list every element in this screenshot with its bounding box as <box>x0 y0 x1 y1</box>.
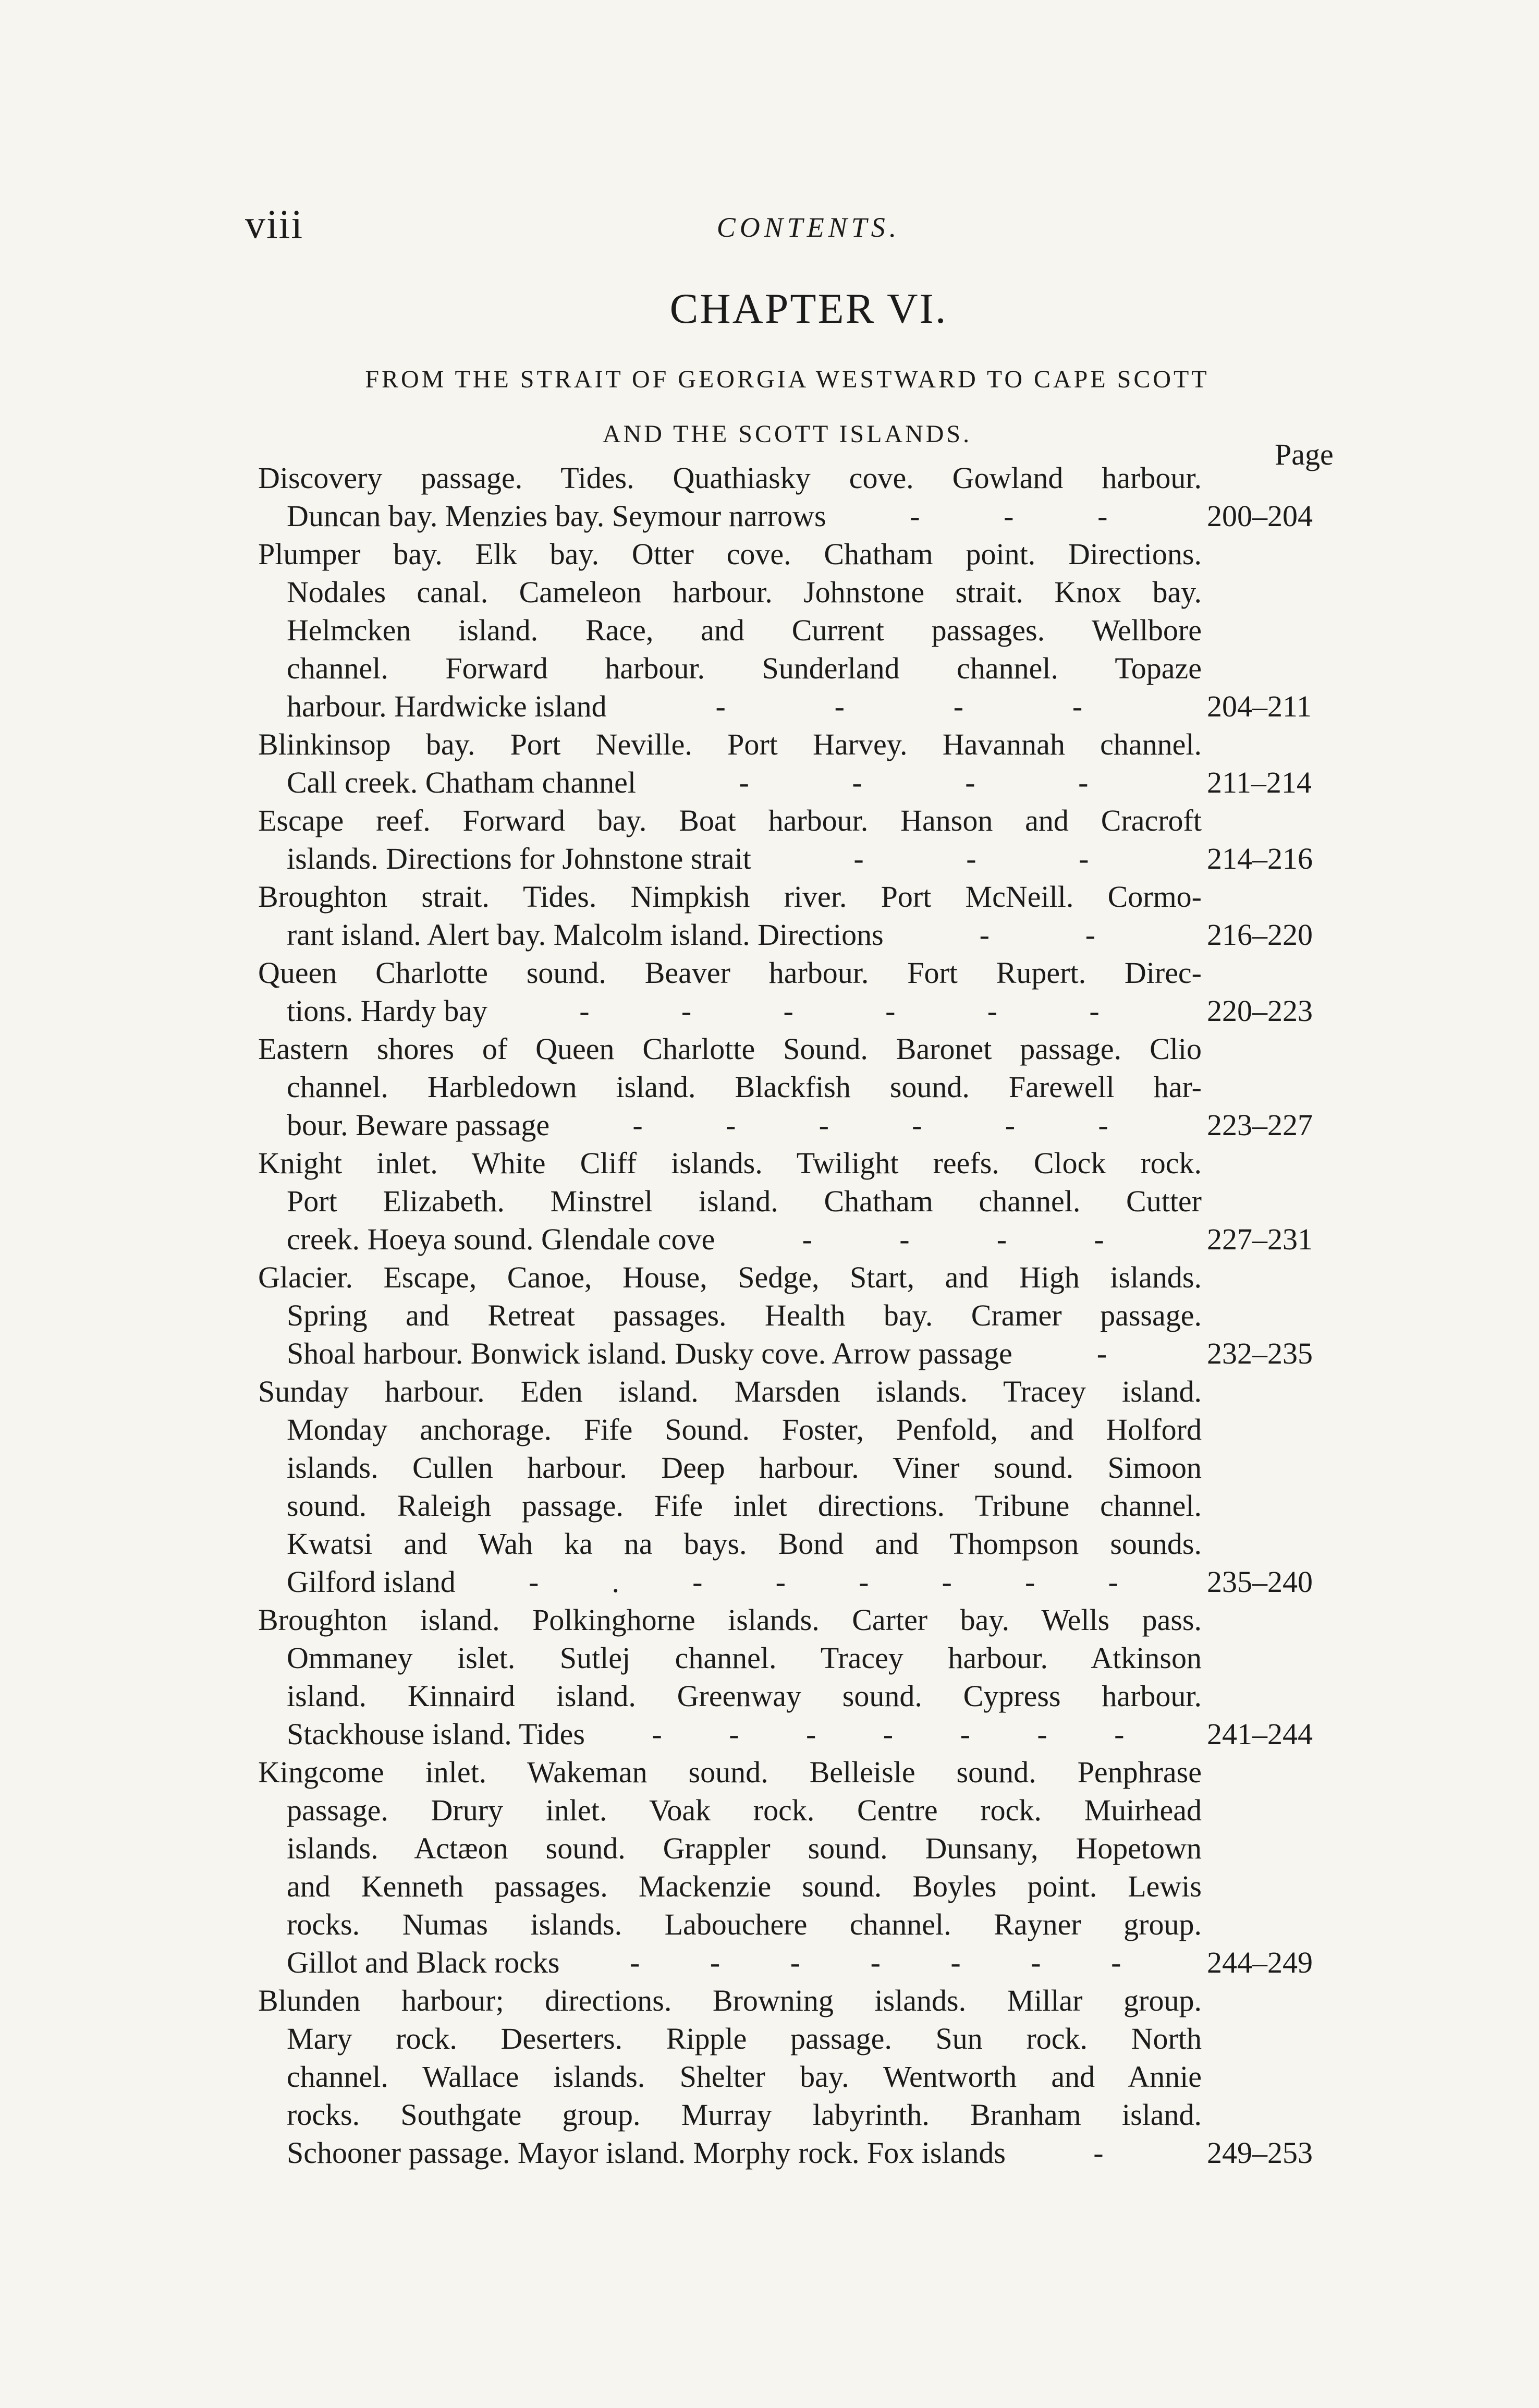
dot-leaders: - <box>1096 1336 1107 1370</box>
page-range: 235–240 <box>1207 1565 1313 1599</box>
page-range: 216–220 <box>1207 918 1313 952</box>
dot-leaders: - - - - - - <box>579 994 1100 1028</box>
toc-entry-line <box>258 573 1332 611</box>
toc-entry-line <box>258 1943 1332 1981</box>
toc-entry-text: Queen Charlotte sound. Beaver harbour. Fort Rupert. Direc- <box>258 956 1202 990</box>
toc-entry-text: channel. Wallace islands. Shelter bay. Wentworth and Annie <box>287 2060 1202 2094</box>
toc-entry-text: and Kenneth passages. Mackenzie sound. Boyles point. Lewis <box>287 1869 1202 1903</box>
toc-entry-text: Port Elizabeth. Minstrel island. Chatham channel. Cutter <box>287 1184 1202 1218</box>
toc-entry-text: Blinkinsop bay. Port Neville. Port Harvey. Havannah channel. <box>258 727 1202 761</box>
dot-leaders: - <box>1093 2136 1104 2170</box>
toc-entry-text: channel. Forward harbour. Sunderland channel. Topaze <box>287 651 1202 685</box>
toc-entry-text: bour. Beware passage <box>287 1108 550 1142</box>
toc-entry-line <box>258 1372 1332 1410</box>
toc-entry-line <box>258 801 1332 840</box>
dot-leaders: - - - - - - <box>632 1108 1108 1142</box>
page-number: viii <box>245 201 304 247</box>
chapter-subtitle-line-1: FROM THE STRAIT OF GEORGIA WESTWARD TO CAPE SCOTT <box>365 366 1210 393</box>
dot-leaders: - - - - - - - <box>652 1717 1125 1751</box>
toc-entry-text: Helmcken island. Race, and Current passages. Wellbore <box>287 613 1202 647</box>
toc-entry-text: Broughton island. Polkinghorne islands. Carter bay. Wells pass. <box>258 1603 1202 1637</box>
toc-entry-text: Shoal harbour. Bonwick island. Dusky cove. Arrow passage <box>287 1336 1012 1370</box>
dot-leaders: - - - - - - - <box>630 1945 1121 1979</box>
toc-entry-line <box>258 1220 1332 1258</box>
toc-entry-line <box>258 1030 1332 1068</box>
toc-entry-line <box>258 1144 1332 1182</box>
dot-leaders: - - - <box>910 499 1108 533</box>
toc-entry-line <box>258 2058 1332 2096</box>
toc-entry-line <box>258 1334 1332 1372</box>
toc-entry-text: Escape reef. Forward bay. Boat harbour. Hanson and Cracroft <box>258 804 1202 837</box>
toc-entry <box>258 1601 1332 1753</box>
dot-leaders: - - - <box>853 842 1089 875</box>
toc-entry <box>258 1258 1332 1372</box>
page-range: 223–227 <box>1207 1108 1313 1142</box>
chapter-title: CHAPTER VI. <box>669 285 948 332</box>
page-range: 249–253 <box>1207 2136 1313 2170</box>
toc-entry-line <box>258 1791 1332 1829</box>
toc-entry <box>258 1372 1332 1601</box>
toc-entry-text: Ommaney islet. Sutlej channel. Tracey harbour. Atkinson <box>287 1641 1202 1675</box>
toc-entry-line <box>258 2020 1332 2058</box>
toc-entry-line <box>258 459 1332 497</box>
chapter-subtitle <box>292 352 1282 461</box>
toc-entry-line <box>258 611 1332 649</box>
toc-entry-line <box>258 1601 1332 1639</box>
toc-entry-line <box>258 1525 1332 1563</box>
toc-entry-text: rocks. Numas islands. Labouchere channel. Rayner group. <box>287 1907 1202 1941</box>
toc-entry-text: island. Kinnaird island. Greenway sound. Cypress harbour. <box>287 1679 1202 1713</box>
contents-list <box>258 459 1332 2172</box>
dot-leaders: - - - - <box>715 689 1083 723</box>
toc-entry-text: harbour. Hardwicke island <box>287 689 607 723</box>
toc-entry-text: Stackhouse island. Tides <box>287 1717 585 1751</box>
toc-entry <box>258 1981 1332 2172</box>
toc-entry-text: Nodales canal. Cameleon harbour. Johnstone strait. Knox bay. <box>287 575 1202 609</box>
page-range: 220–223 <box>1207 994 1313 1028</box>
toc-entry-text: Eastern shores of Queen Charlotte Sound. Baronet passage. Clio <box>258 1032 1202 1066</box>
toc-entry-line <box>258 1677 1332 1715</box>
toc-entry-text: Gillot and Black rocks <box>287 1945 560 1979</box>
page-range: 227–231 <box>1207 1222 1313 1256</box>
toc-entry <box>258 459 1332 535</box>
page-column-label: Page <box>1275 437 1334 471</box>
toc-entry-text: Plumper bay. Elk bay. Otter cove. Chatham point. Directions. <box>258 537 1202 571</box>
dot-leaders: - - - - <box>802 1222 1104 1256</box>
running-head: CONTENTS. <box>716 212 901 243</box>
toc-entry-line <box>258 763 1332 801</box>
toc-entry-text: Duncan bay. Menzies bay. Seymour narrows <box>287 499 826 533</box>
toc-entry-line <box>258 1487 1332 1525</box>
toc-entry <box>258 878 1332 954</box>
toc-entry-text: creek. Hoeya sound. Glendale cove <box>287 1222 715 1256</box>
toc-entry-line <box>258 1410 1332 1449</box>
toc-entry-line <box>258 1258 1332 1296</box>
toc-entry-text: Gilford island <box>287 1565 456 1599</box>
toc-entry-line <box>258 1296 1332 1334</box>
toc-entry-text: Knight inlet. White Cliff islands. Twilight reefs. Clock rock. <box>258 1146 1202 1180</box>
toc-entry-line <box>258 840 1332 878</box>
toc-entry-text: rant island. Alert bay. Malcolm island. Directions <box>287 918 884 952</box>
toc-entry-line <box>258 916 1332 954</box>
toc-entry-line <box>258 1829 1332 1867</box>
page-range: 211–214 <box>1207 765 1312 799</box>
chapter-subtitle-line-2: AND THE SCOTT ISLANDS. <box>602 420 972 448</box>
toc-entry-text: passage. Drury inlet. Voak rock. Centre rock. Muirhead <box>287 1793 1202 1827</box>
toc-entry-text: Discovery passage. Tides. Quathiasky cove. Gowland harbour. <box>258 461 1202 495</box>
toc-entry-text: Schooner passage. Mayor island. Morphy rock. Fox islands <box>287 2136 1006 2170</box>
toc-entry-line <box>258 1563 1332 1601</box>
page-range: 204–211 <box>1207 689 1312 723</box>
page-range: 244–249 <box>1207 1945 1313 1979</box>
toc-entry-line <box>258 1867 1332 1905</box>
page-range: 232–235 <box>1207 1336 1313 1370</box>
toc-entry-line <box>258 497 1332 535</box>
toc-entry-text: Sunday harbour. Eden island. Marsden islands. Tracey island. <box>258 1375 1202 1408</box>
toc-entry-line <box>258 1106 1332 1144</box>
toc-entry-line <box>258 687 1332 725</box>
toc-entry <box>258 1030 1332 1144</box>
dot-leaders: - . - - - - - - <box>528 1565 1118 1599</box>
toc-entry-line <box>258 992 1332 1030</box>
toc-entry-line <box>258 1981 1332 2020</box>
toc-entry-line <box>258 1449 1332 1487</box>
page-range: 200–204 <box>1207 499 1313 533</box>
toc-entry-line <box>258 954 1332 992</box>
toc-entry-text: channel. Harbledown island. Blackfish sound. Farewell har- <box>287 1070 1202 1104</box>
toc-entry <box>258 801 1332 878</box>
toc-entry-line <box>258 1639 1332 1677</box>
toc-entry-text: islands. Directions for Johnstone strait <box>287 842 751 875</box>
page-range: 214–216 <box>1207 842 1313 875</box>
toc-entry-text: tions. Hardy bay <box>287 994 487 1028</box>
toc-entry-line <box>258 725 1332 763</box>
toc-entry-text: Mary rock. Deserters. Ripple passage. Sun rock. North <box>287 2022 1202 2056</box>
dot-leaders: - - <box>979 918 1096 952</box>
toc-entry-text: Broughton strait. Tides. Nimpkish river. Port McNeill. Cormo- <box>258 880 1202 914</box>
toc-entry-line <box>258 2096 1332 2134</box>
toc-entry-text: islands. Cullen harbour. Deep harbour. Viner sound. Simoon <box>287 1451 1202 1485</box>
toc-entry-text: Call creek. Chatham channel <box>287 765 636 799</box>
toc-entry-text: Blunden harbour; directions. Browning islands. Millar group. <box>258 1984 1202 2017</box>
toc-entry-text: Glacier. Escape, Canoe, House, Sedge, Start, and High islands. <box>258 1260 1202 1294</box>
toc-entry-line <box>258 1905 1332 1943</box>
toc-entry-line <box>258 649 1332 687</box>
toc-entry-text: islands. Actæon sound. Grappler sound. Dunsany, Hopetown <box>287 1831 1202 1865</box>
toc-entry <box>258 725 1332 801</box>
toc-entry <box>258 1144 1332 1258</box>
toc-entry <box>258 535 1332 725</box>
toc-entry-text: Monday anchorage. Fife Sound. Foster, Penfold, and Holford <box>287 1413 1202 1446</box>
toc-entry-text: rocks. Southgate group. Murray labyrinth. Branham island. <box>287 2098 1202 2132</box>
toc-entry-line <box>258 535 1332 573</box>
toc-entry-line <box>258 1068 1332 1106</box>
toc-entry-text: Kwatsi and Wah ka na bays. Bond and Thompson sounds. <box>287 1527 1202 1561</box>
toc-entry-line <box>258 2134 1332 2172</box>
toc-entry-text: Kingcome inlet. Wakeman sound. Belleisle sound. Penphrase <box>258 1755 1202 1789</box>
toc-entry-line <box>258 1715 1332 1753</box>
page-range: 241–244 <box>1207 1717 1313 1751</box>
toc-entry-text: sound. Raleigh passage. Fife inlet directions. Tribune channel. <box>287 1489 1202 1523</box>
toc-entry-line <box>258 878 1332 916</box>
dot-leaders: - - - - <box>739 765 1089 799</box>
toc-entry <box>258 1753 1332 1981</box>
toc-entry-text: Spring and Retreat passages. Health bay. Cramer passage. <box>287 1298 1202 1332</box>
toc-entry <box>258 954 1332 1030</box>
toc-entry-line <box>258 1182 1332 1220</box>
toc-entry-line <box>258 1753 1332 1791</box>
